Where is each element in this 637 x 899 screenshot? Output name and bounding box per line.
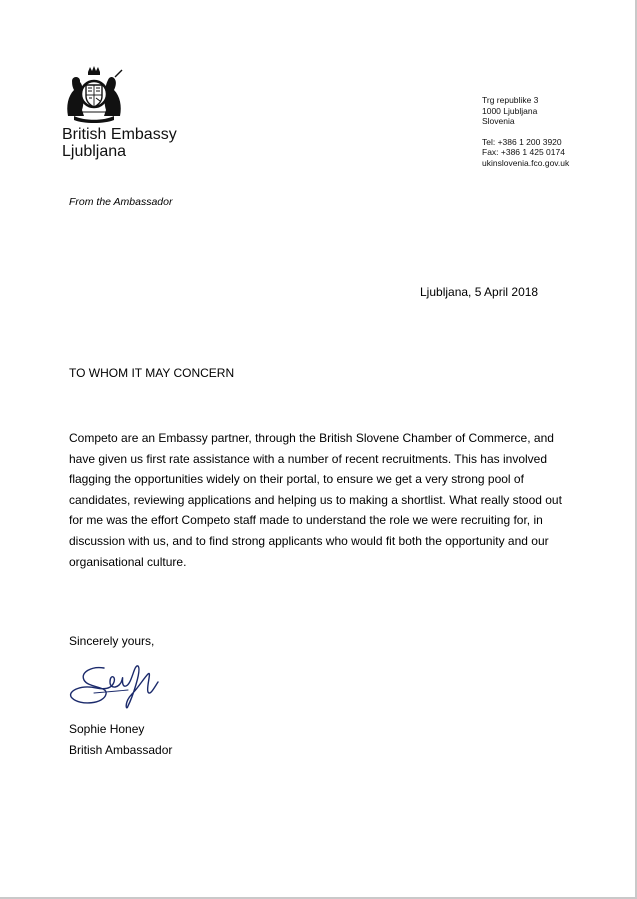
from-line: From the Ambassador: [69, 196, 173, 208]
closing: Sincerely yours,: [69, 634, 155, 648]
salutation: TO WHOM IT MAY CONCERN: [69, 366, 235, 380]
letter-body: Competo are an Embassy partner, through the British Slovene Chamber of Commerce, and have given us first rate assistance with a number of recent recruitments. This has involved flagging the opportunities widely on their portal, to ensure we get a very strong pool of candidates, reviewing applications and helping us to making a shortlist. What really stood out for me was the effort Competo staff made to understand the role we were recruiting for, in discussion with us, and to find strong applicants who would fit both the opportunity and our organisational culture.: [69, 431, 562, 569]
letter-date: Ljubljana, 5 April 2018: [420, 285, 539, 299]
embassy-name-line2: Ljubljana: [62, 143, 127, 160]
signature: [66, 658, 162, 718]
embassy-name-line1: British Embassy: [62, 126, 177, 143]
address-country: Slovenia: [482, 116, 515, 126]
fax-number: Fax: +386 1 425 0174: [482, 147, 565, 157]
address-street: Trg republike 3: [482, 95, 539, 105]
signer-name: Sophie Honey: [69, 722, 145, 736]
embassy-name: [62, 126, 177, 160]
phone-number: Tel: +386 1 200 3920: [482, 136, 562, 147]
website: ukinslovenia.fco.gov.uk: [482, 157, 570, 168]
address-city: 1000 Ljubljana: [482, 105, 538, 116]
signer-title: British Ambassador: [69, 743, 173, 757]
royal-coat-of-arms-icon: [62, 66, 126, 124]
embassy-address: [482, 95, 569, 168]
